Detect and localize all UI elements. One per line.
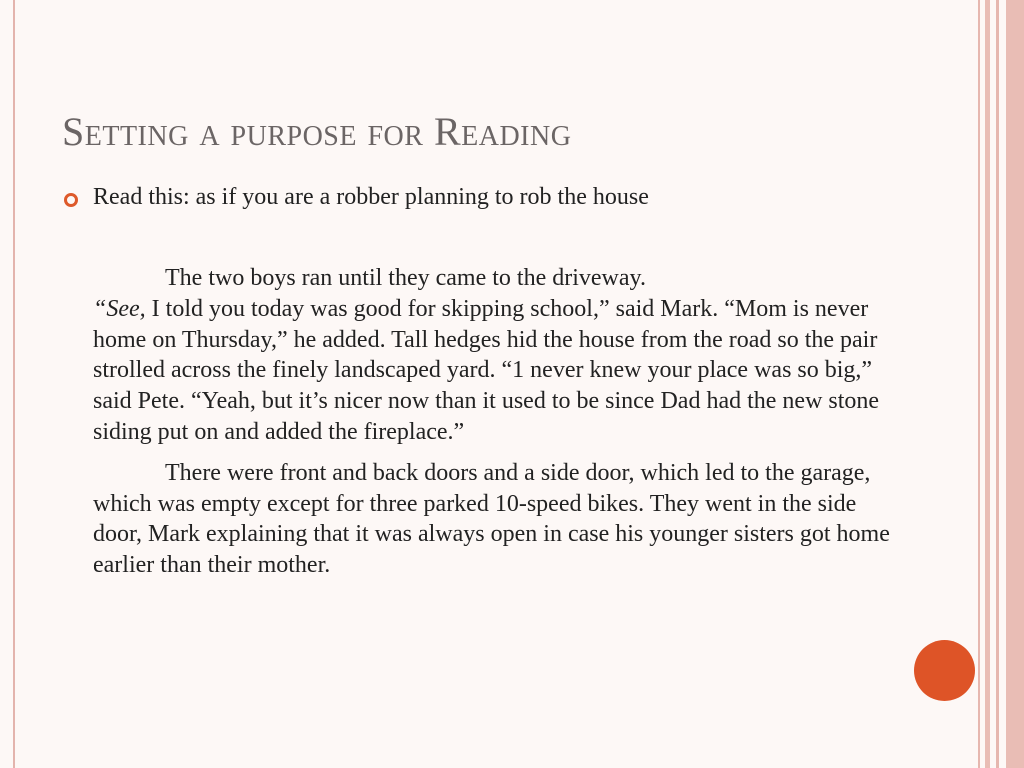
passage-p1-line1: The two boys ran until they came to the driveway. — [165, 265, 646, 291]
passage-paragraph-1 — [93, 263, 893, 448]
bullet-text: Read this: as if you are a robber planning to rob the house — [93, 184, 649, 210]
left-border-line — [13, 0, 15, 768]
right-stripe-4 — [1006, 0, 1024, 768]
decorative-orange-circle — [914, 640, 975, 701]
right-stripe-3 — [996, 0, 999, 768]
passage-p1-rest: I told you today was good for skipping school,” said Mark. “Mom is never home on Thursday,” he added. Tall hedges hid the house from the road so the pair strolled across the finely landscaped yard. “1 never knew your place was so big,” said Pete. “Yeah, but it’s nicer now than it used to be since Dad had the new stone siding put on and added the fireplace.” — [93, 295, 880, 445]
passage-p1-italic: “See, — [93, 295, 146, 322]
right-stripe-2 — [985, 0, 990, 768]
slide-title: Setting a purpose for Reading — [62, 109, 572, 154]
passage-paragraph-2: There were front and back doors and a side door, which led to the garage, which was empty except for three parked 10-speed bikes. They went in the side door, Mark explaining that it was always open in case his younger sisters got home earlier than their mother. — [93, 459, 890, 579]
bullet-circle-icon — [64, 193, 78, 207]
right-stripe-1 — [978, 0, 980, 768]
story-passage — [93, 263, 893, 581]
